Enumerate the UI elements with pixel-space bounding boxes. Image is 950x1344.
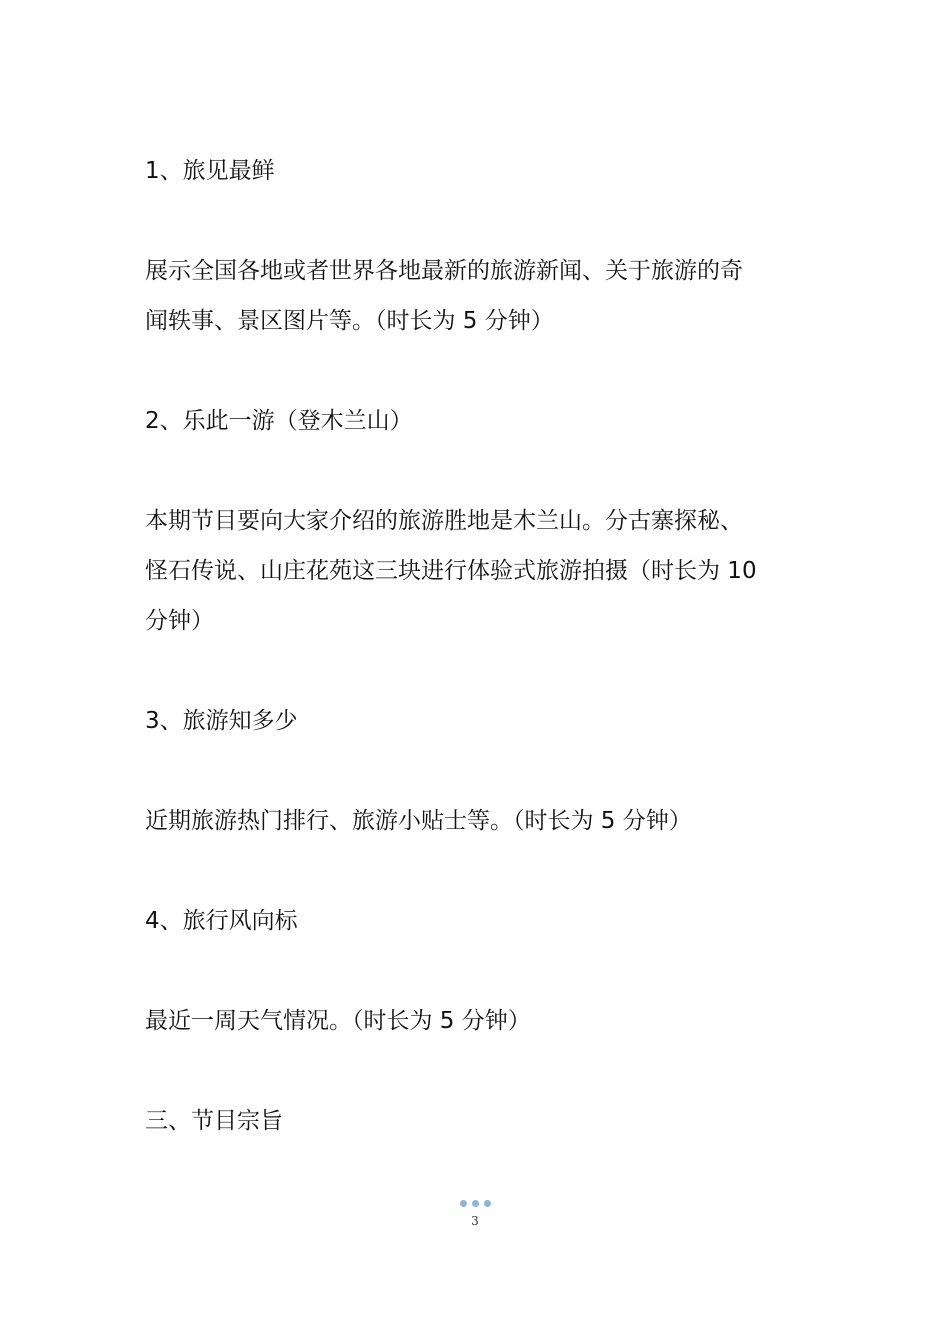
section-body-1 bbox=[145, 246, 810, 346]
body-line: 闻轶事、景区图片等。（时长为 5 分钟） bbox=[145, 308, 554, 334]
section-heading-3: 3、旅游知多少 bbox=[145, 708, 298, 734]
section-heading-1: 1、旅见最鲜 bbox=[145, 158, 275, 184]
section-body-2 bbox=[145, 496, 810, 646]
section-body-4 bbox=[145, 996, 810, 1046]
body-line: 展示全国各地或者世界各地最新的旅游新闻、关于旅游的奇 bbox=[145, 258, 743, 284]
page-number: 3 bbox=[471, 1214, 479, 1228]
document-body bbox=[145, 146, 810, 1146]
page-footer bbox=[0, 1198, 950, 1228]
section-body-3 bbox=[145, 796, 810, 846]
section-heading-2: 2、乐此一游（登木兰山） bbox=[145, 408, 413, 434]
section-three-heading: 三、节目宗旨 bbox=[145, 1108, 283, 1134]
body-line: 本期节目要向大家介绍的旅游胜地是木兰山。分古寨探秘、 bbox=[145, 508, 743, 534]
body-line: 怪石传说、山庄花苑这三块进行体验式旅游拍摄（时长为 10 bbox=[145, 558, 757, 584]
body-line: 分钟） bbox=[145, 608, 214, 634]
body-line: 最近一周天气情况。（时长为 5 分钟） bbox=[145, 1008, 531, 1034]
body-line: 近期旅游热门排行、旅游小贴士等。（时长为 5 分钟） bbox=[145, 808, 692, 834]
ellipsis-dots-icon bbox=[0, 1198, 950, 1208]
section-heading-4: 4、旅行风向标 bbox=[145, 908, 298, 934]
